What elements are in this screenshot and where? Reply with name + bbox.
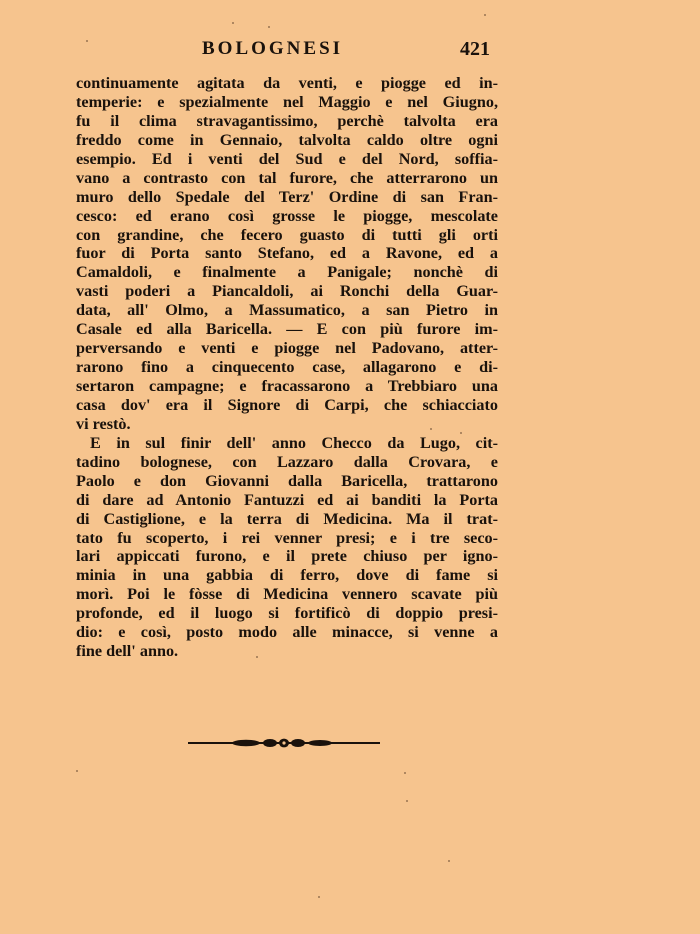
text-line: data, all' Olmo, a Massumatico, a san Pietro in <box>76 301 498 320</box>
paper-speck <box>484 14 486 16</box>
text-line: vi restò. <box>76 414 131 433</box>
paper-speck <box>404 772 406 774</box>
paper-speck <box>268 26 270 28</box>
text-line: con grandine, che fecero guasto di tutti gli orti <box>76 225 498 244</box>
text-line: fuor di Porta santo Stefano, ed a Ravone, ed a <box>76 244 498 263</box>
text-line: lari appiccati furono, e il prete chiuso per igno- <box>76 547 498 566</box>
text-line: perversando e venti e piogge nel Padovano, atter- <box>76 339 498 358</box>
text-line: fine dell' anno. <box>76 642 179 661</box>
page-number: 421 <box>460 38 490 60</box>
text-line: Camaldoli, e finalmente a Panigale; nonchè di <box>76 263 498 282</box>
text-line: morì. Poi le fòsse di Medicina vennero scavate più <box>76 585 498 604</box>
text-line: minia in una gabbia di ferro, dove di fame si <box>76 566 498 585</box>
body-text <box>76 74 498 661</box>
text-line: di Castiglione, e la terra di Medicina. Ma il trat- <box>76 509 498 528</box>
text-line: tato fu scoperto, i rei venner presi; e i tre seco- <box>76 528 498 547</box>
paragraph-1 <box>76 74 498 434</box>
text-line: profonde, ed il luogo si fortificò di doppio presi- <box>76 604 498 623</box>
paper-speck <box>256 656 258 658</box>
text-line: vasti poderi a Piancaldoli, ai Ronchi della Guar- <box>76 282 498 301</box>
paper-speck <box>76 770 78 772</box>
text-line: sertaron campagne; e fracassarono a Trebbiaro una <box>76 377 498 395</box>
paper-speck <box>232 22 234 24</box>
text-line: dio: e così, posto modo alle minacce, si venne a <box>76 623 498 642</box>
text-line: fu il clima stravagantissimo, perchè talvolta era <box>76 111 498 130</box>
text-line: Paolo e don Giovanni dalla Baricella, trattarono <box>76 471 498 490</box>
text-line: muro dello Spedale del Terz' Ordine di san Fran- <box>76 187 498 206</box>
paragraph-2 <box>76 434 498 661</box>
paper-speck <box>86 40 88 42</box>
text-line: rarono fino a cinquecento case, allagarono e di- <box>76 358 498 377</box>
text-line: cesco: ed erano così grosse le piogge, mescolate <box>76 206 498 225</box>
paper-speck <box>406 800 408 802</box>
paper-speck <box>430 428 432 430</box>
text-line: continuamente agitata da venti, e piogge ed in- <box>76 74 498 92</box>
text-line: E in sul finir dell' anno Checco da Lugo, cit- <box>90 433 498 452</box>
paper-speck <box>460 432 462 434</box>
running-head: BOLOGNESI <box>202 38 344 59</box>
page-header <box>76 38 490 68</box>
text-line: vano a contrasto con tal furore, che atterrarono un <box>76 168 498 187</box>
text-line: tadino bolognese, con Lazzaro dalla Crovara, e <box>76 452 498 471</box>
text-line: esempio. Ed i venti del Sud e del Nord, soffia- <box>76 149 498 168</box>
paper-speck <box>318 896 320 898</box>
text-line: temperie: e spezialmente nel Maggio e nel Giugno, <box>76 92 498 111</box>
text-line: freddo come in Gennaio, talvolta caldo oltre ogni <box>76 130 498 149</box>
tailpiece-ornament <box>186 735 382 751</box>
text-line: di dare ad Antonio Fantuzzi ed ai banditi la Porta <box>76 490 498 509</box>
text-line: Casale ed alla Baricella. — E con più furore im- <box>76 320 498 339</box>
text-line: casa dov' era il Signore di Carpi, che schiacciato <box>76 395 498 414</box>
paper-speck <box>448 860 450 862</box>
